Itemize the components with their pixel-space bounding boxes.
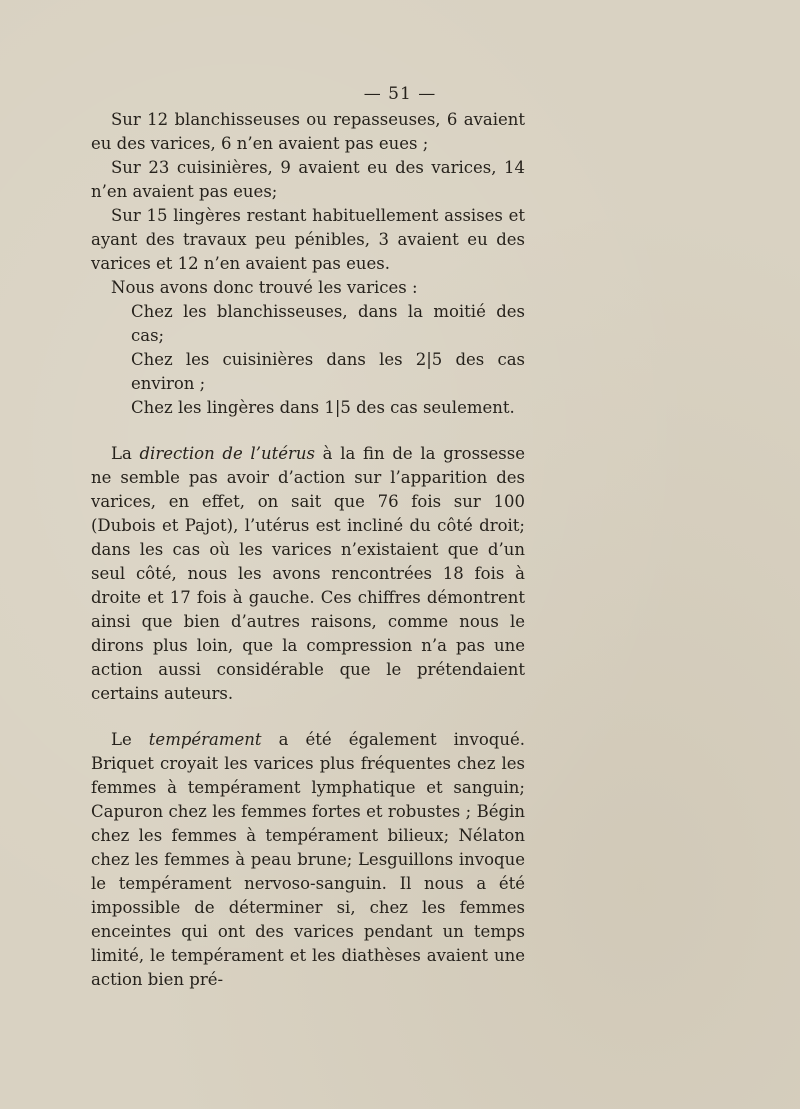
list-item-blanchisseuses: Chez les blanchisseuses, dans la moitié des cas;	[131, 302, 525, 345]
page-number: — 51 —	[363, 84, 437, 104]
paragraph-blanchisseuses: Sur 12 blanchisseuses ou repasseuses, 6 avaient eu des varices, 6 n’en avaient pas eues ;	[91, 110, 525, 153]
paragraph-direction-lead: La	[111, 444, 132, 463]
list-item-cuisinieres: Chez les cuisinières dans les 2|5 des cas environ ;	[131, 350, 525, 393]
paragraph-temperament	[91, 728, 525, 992]
paragraph-gap	[91, 706, 525, 728]
paragraph-direction-uterus	[91, 442, 525, 706]
paragraph-summary-intro: Nous avons donc trouvé les varices :	[111, 278, 418, 297]
paragraph-temperament-lead: Le	[111, 730, 132, 749]
paragraph-gap	[91, 420, 525, 442]
paragraph-temperament-body: a été également invoqué. Briquet croyait les varices plus fréquentes chez les femmes à tempérament lymphatique et sanguin; Capuron chez les femmes fortes et robustes ; Bégin chez les femmes à tempérament bilieux; Nélaton chez les femmes à peau brune; Lesguillons invoque le tempérament nervoso-sanguin. Il nous a été impossible de déterminer si, chez les femmes enceintes qui ont des varices pendant un temps limité, le tempérament et les diathèses avaient une action bien pré-	[91, 730, 526, 989]
paragraph-lingeres: Sur 15 lingères restant habituellement assises et ayant des travaux peu pénibles, 3 avaient eu des varices et 12 n’en avaient pas eues.	[91, 206, 525, 273]
paragraph-temperament-emphasis: tempérament	[148, 730, 262, 749]
list-item-lingeres: Chez les lingères dans 1|5 des cas seulement.	[131, 398, 515, 417]
paragraph-direction-emphasis: direction de l’utérus	[139, 444, 315, 463]
paragraph-direction-body: à la fin de la grossesse ne semble pas avoir d’action sur l’apparition des varices, en effet, on sait que 76 fois sur 100 (Dubois et Pajot), l’utérus est incliné du côté droit; dans les cas où les varices n’existaient que d’un seul côté, nous les avons rencontrées 18 fois à droite et 17 fois à gauche. Ces chiffres démontrent ainsi que bien d’autres raisons, comme nous le dirons plus loin, que la compression n’a pas une action aussi considérable que le prétendaient certains auteurs.	[91, 444, 525, 703]
paragraph-cuisinieres: Sur 23 cuisinières, 9 avaient eu des varices, 14 n’en avaient pas eues;	[91, 158, 525, 201]
body-text	[91, 108, 525, 992]
